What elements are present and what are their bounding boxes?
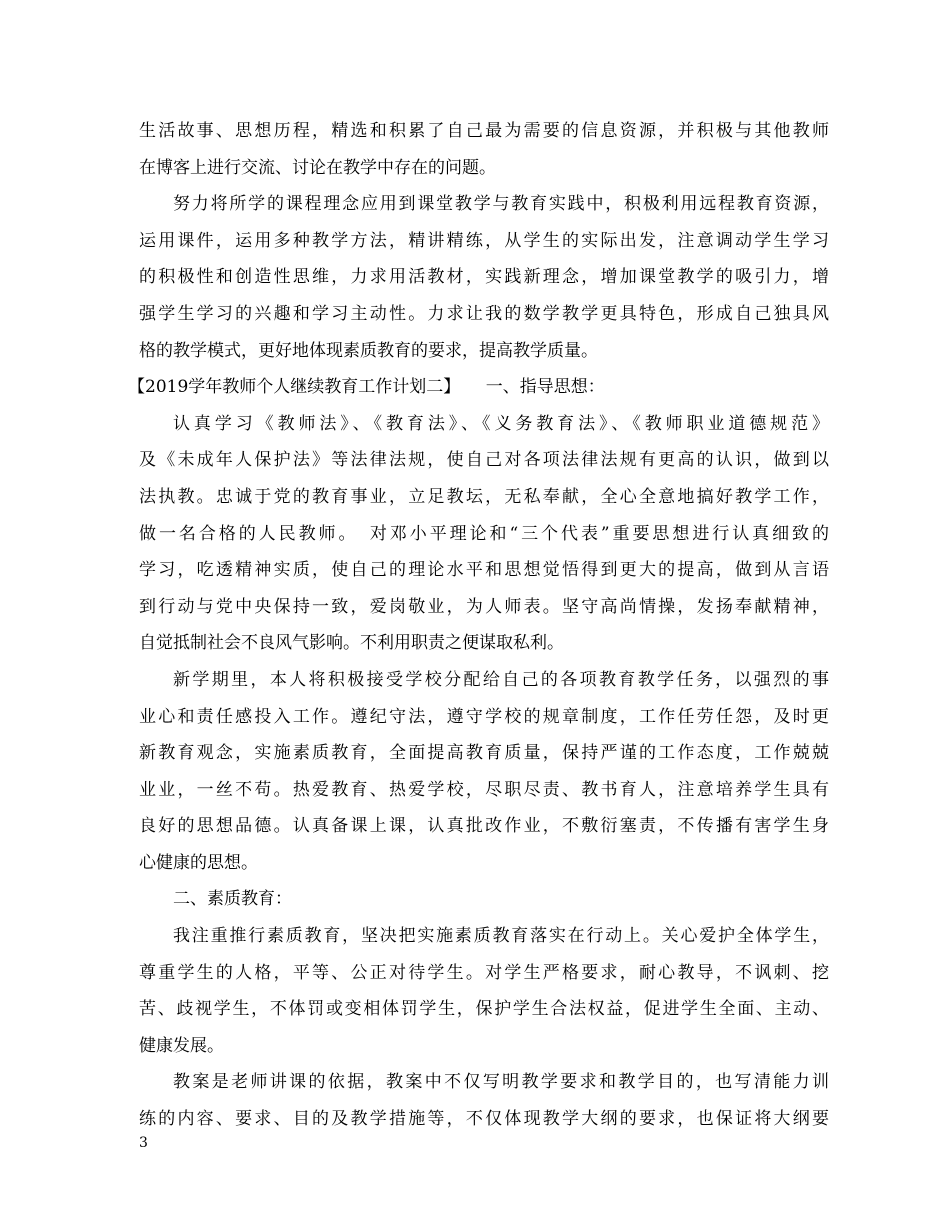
text-line: 生活故事、思想历程，精选和积累了自己最为需要的信息资源，并积极与其他教师 [139,121,829,141]
text-line: 业心和责任感投入工作。遵纪守法，遵守学校的规章制度，工作任劳任怨，及时更 [139,706,829,727]
text-line: 练的内容、要求、目的及教学措施等，不仅体现教学大纲的要求，也保证将大纲要 [139,1109,829,1130]
page-number: 3 [139,1135,148,1151]
text-line: 学习，吃透精神实质，使自己的理论水平和思想觉悟得到更大的提高，做到从言语 [139,560,829,581]
text-line: 做一名合格的人民教师。 对邓小平理论和“三个代表”重要思想进行认真细致的 [139,523,829,544]
paragraph [139,113,829,186]
text-line: 新学期里，本人将积极接受学校分配给自己的各项教育教学任务，以强烈的事 [173,669,829,690]
paragraph [139,881,829,918]
text-line: 运用课件，运用多种教学方法，精讲精练，从学生的实际出发，注意调动学生学习 [139,230,829,251]
text-line: 自觉抵制社会不良风气影响。不利用职责之便谋取私利。 [139,633,564,654]
text-line: 努力将所学的课程理念应用到课堂教学与教育实践中，积极利用远程教育资源， [173,194,829,215]
text-line: 尊重学生的人格，平等、公正对待学生。对学生严格要求，耐心教导，不讽刺、挖 [139,962,829,983]
body-text [128,113,829,1138]
text-line: 的积极性和创造性思维，力求用活教材，实践新理念，增加课堂教学的吸引力，增 [139,267,829,288]
text-line: 我注重推行素质教育，坚决把实施素质教育落实在行动上。关心爱护全体学生， [173,926,829,947]
text-line: 良好的思想品德。认真备课上课，认真批改作业，不敷衍塞责，不传播有害学生身 [139,816,829,837]
paragraph [139,1064,829,1137]
paragraph [139,186,829,369]
text-line: 在博客上进行交流、讨论在教学中存在的问题。 [139,157,496,178]
paragraph [139,662,829,882]
text-line: 二、素质教育： [173,889,292,910]
text-line: 心健康的思想。 [139,852,258,873]
text-line: 新教育观念，实施素质教育，全面提高教育质量，保持严谨的工作态度，工作兢兢 [139,743,829,764]
text-line: 苦、歧视学生，不体罚或变相体罚学生，保护学生合法权益，促进学生全面、主动、 [139,999,829,1020]
text-line: 教案是老师讲课的依据，教案中不仅写明教学要求和教学目的，也写清能力训 [173,1072,829,1093]
text-line: 强学生学习的兴趣和学习主动性。力求让我的数学教学更具特色，形成自己独具风 [139,303,829,324]
text-line: 到行动与党中央保持一致，爱岗敬业，为人师表。坚守高尚情操，发扬奉献精神， [139,596,829,617]
text-line: 健康发展。 [139,1035,224,1056]
text-line: 及《未成年人保护法》等法律法规，使自己对各项法律法规有更高的认识，做到以 [139,450,829,471]
paragraph [139,406,829,662]
paragraph [139,918,829,1064]
paragraph [128,369,829,406]
text-line: 法执教。忠诚于党的教育事业，立足教坛，无私奉献，全心全意地搞好教学工作， [139,486,829,507]
text-line: 格的教学模式，更好地体现素质教育的要求，提高教学质量。 [139,340,598,361]
text-line: 【2019学年教师个人继续教育工作计划二】 一、指导思想： [128,377,605,398]
text-line: 业业，一丝不苟。热爱教育、热爱学校，尽职尽责、教书育人，注意培养学生具有 [139,779,829,800]
text-line: 认真学习《教师法》、《教育法》、《义务教育法》、《教师职业道德规范》 [173,413,829,434]
